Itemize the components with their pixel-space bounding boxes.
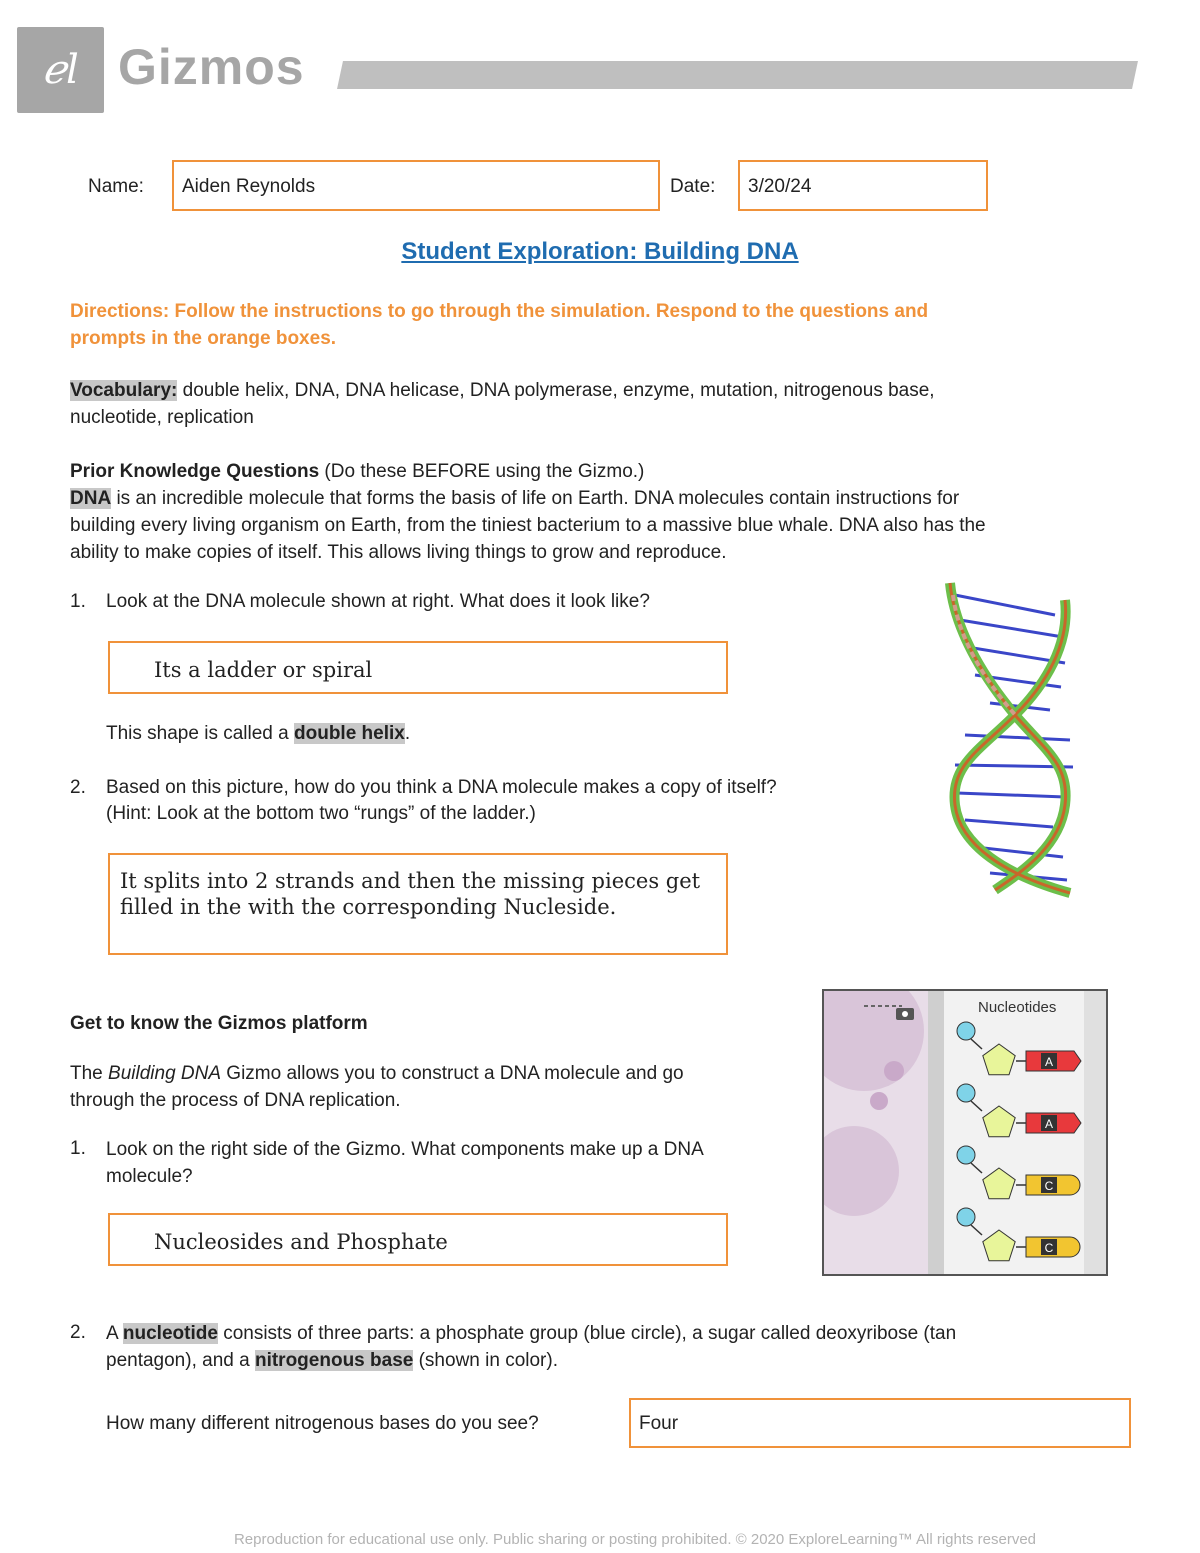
answer-box-2[interactable] [108,853,728,955]
nucleotide-term: nucleotide [122,1323,218,1344]
name-value: Aiden Reynolds [182,176,316,197]
dna-term: DNA [70,488,112,509]
page-title: Student Exploration: Building DNA [401,238,799,265]
gizmo-answer-3-text: Four [639,1413,679,1434]
gizmo-q2-number: 2. [70,1322,86,1343]
gizmo-q1-text [106,1136,704,1190]
vocabulary-text-1: double helix, DNA, DNA helicase, DNA polymerase, enzyme, mutation, nitrogenous base, [177,380,935,401]
double-helix-note [106,721,410,747]
nucleotides-panel-image [822,989,1108,1276]
phosphate-bond [971,1225,982,1235]
gizmo-answer-box-3[interactable] [629,1398,1131,1448]
dna-intro-2: building every living organism on Earth, from the tiniest bacterium to a massive blue whale. DNA also has the [70,515,986,536]
prior-knowledge-heading: Prior Knowledge Questions [70,461,320,482]
phosphate-icon [957,1146,975,1164]
gizmo-section-heading: Get to know the Gizmos platform [70,1013,368,1034]
question-2-line-2: (Hint: Look at the bottom two “rungs” of the ladder.) [106,803,536,824]
question-2-line-1: Based on this picture, how do you think a DNA molecule makes a copy of itself? [106,777,777,798]
brand-name: Gizmos [118,39,305,95]
gizmo-intro-prefix: The [70,1063,109,1084]
nucleotides-panel-title: Nucleotides [978,999,1057,1016]
prior-knowledge-note: (Do these BEFORE using the Gizmo.) [319,461,645,482]
gizmo-intro-italic: Building DNA [108,1063,222,1084]
sugar-pentagon-icon [983,1044,1015,1075]
dna-double-helix-image [935,575,1085,900]
answer-1-text: Its a ladder or spiral [154,658,373,682]
gizmo-q2-line2-prefix: pentagon), and a [106,1350,255,1371]
vocabulary [70,377,1130,431]
gizmo-q2-prefix: A [106,1323,123,1344]
directions [70,298,1130,352]
gizmo-intro [70,1060,790,1114]
name-label: Name: [88,176,144,197]
phosphate-icon [957,1084,975,1102]
gizmos-logo [17,27,104,113]
vocabulary-text-2: nucleotide, replication [70,407,254,428]
vocabulary-label: Vocabulary: [70,380,178,401]
dna-intro-3: ability to make copies of itself. This allows living things to grow and reproduce. [70,542,727,563]
gizmo-intro-suffix: Gizmo allows you to construct a DNA molecule and go [221,1063,684,1084]
phosphate-icon [957,1022,975,1040]
answer-2-line-2: filled in the with the corresponding Nucleside. [120,895,617,919]
header-bar [337,61,1138,89]
gizmo-intro-line-2: through the process of DNA replication. [70,1090,401,1111]
gizmo-q1-line-1: Look on the right side of the Gizmo. What components make up a DNA [106,1139,704,1160]
gizmo-q2-text [106,1320,956,1374]
nitrogenous-base-term: nitrogenous base [254,1350,414,1371]
date-value: 3/20/24 [748,176,812,197]
double-helix-term: double helix [294,723,405,744]
double-helix-prefix: This shape is called a [106,723,294,744]
gizmo-answer-box-1[interactable] [108,1213,728,1266]
gizmo-q3-text: How many different nitrogenous bases do you see? [106,1413,539,1434]
base-label: A [1044,1117,1054,1131]
nucleotide-stack [954,1019,1094,1275]
answer-2-text [120,868,700,920]
dna-intro-1: is an incredible molecule that forms the basis of life on Earth. DNA molecules contain instructions for [111,488,960,509]
directions-line-1: Directions: Follow the instructions to go through the simulation. Respond to the questions and [70,301,929,322]
question-1-text: Look at the DNA molecule shown at right. What does it look like? [106,591,650,612]
directions-line-2: prompts in the orange boxes. [70,328,337,349]
sugar-pentagon-icon [983,1106,1015,1137]
gizmo-q2-mid: consists of three parts: a phosphate group (blue circle), a sugar called deoxyribose (tan [217,1323,957,1344]
double-helix-suffix: . [404,723,411,744]
sugar-pentagon-icon [983,1230,1015,1261]
base-label: C [1044,1241,1054,1255]
phosphate-bond [971,1039,982,1049]
gizmo-q1-number: 1. [70,1138,86,1159]
question-1-number: 1. [70,591,86,612]
base-label: A [1044,1055,1054,1069]
date-label: Date: [670,176,716,197]
logo-glyph: ℯl [42,47,79,93]
answer-2-line-1: It splits into 2 strands and then the missing pieces get [120,869,701,893]
base-label: C [1044,1179,1054,1193]
prior-knowledge [70,458,1130,566]
phosphate-bond [971,1101,982,1111]
phosphate-icon [957,1208,975,1226]
answer-box-1[interactable] [108,641,728,694]
gizmo-q1-line-2: molecule? [106,1166,193,1187]
question-2-text [106,775,777,827]
name-field[interactable] [172,160,660,211]
date-field[interactable] [738,160,988,211]
question-2-number: 2. [70,777,86,798]
phosphate-bond [971,1163,982,1173]
copyright-footer: Reproduction for educational use only. Public sharing or posting prohibited. © 2020 ExploreLearning™ All rights reserved [233,1531,1037,1548]
sugar-pentagon-icon [983,1168,1015,1199]
gizmo-q2-line2-suffix: (shown in color). [413,1350,558,1371]
gizmo-answer-1-text: Nucleosides and Phosphate [154,1230,448,1254]
